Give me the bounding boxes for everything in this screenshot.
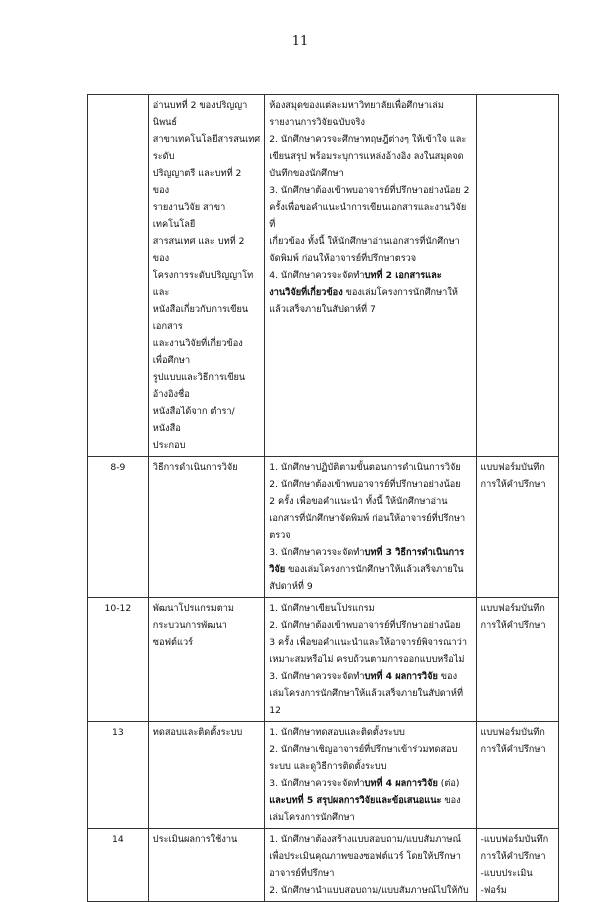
table-row — [88, 722, 559, 829]
activity-text: ของ — [441, 795, 461, 806]
activity-bold-text: บทที่ 2 เอกสารและ — [364, 270, 442, 281]
activity-line — [269, 724, 471, 741]
activity-bold-text: บทที่ 3 วิธีการดำเนินการ — [364, 547, 465, 558]
table-row — [88, 457, 559, 598]
activity-line — [269, 97, 471, 114]
activity-cell — [265, 598, 476, 722]
evaluation-line: แบบฟอร์มบันทึก — [480, 727, 545, 738]
activity-text: รายงานการวิจัยฉบับจริง — [269, 117, 365, 128]
activity-line — [269, 459, 471, 476]
course-plan-body — [88, 95, 559, 902]
activity-text: 3. นักศึกษาต้องเข้าพบอาจารย์ที่ปรึกษาอย่างน้อย 2 — [269, 185, 470, 196]
topic-cell — [148, 598, 264, 722]
activity-line — [269, 199, 471, 233]
topic-line: สาขาเทคโนโลยีสารสนเทศ ระดับ — [152, 134, 261, 162]
evaluation-cell — [476, 95, 558, 457]
page-number: 11 — [291, 34, 309, 49]
activity-text: 2. นักศึกษาควรจะศึกษาทฤษฎีต่างๆ ให้เข้าใจ และ — [269, 134, 467, 145]
activity-line — [269, 544, 471, 561]
activity-text: 2. นักศึกษาต้องเข้าพบอาจารย์ที่ปรึกษาอย่างน้อย — [269, 620, 461, 631]
activity-cell — [265, 722, 476, 829]
table-row — [88, 829, 559, 902]
topic-line: ประกอบ — [152, 440, 186, 451]
topic-line: หนังสือเกี่ยวกับการเขียนเอกสาร — [152, 304, 249, 332]
activity-line — [269, 758, 471, 775]
activity-line — [269, 882, 471, 899]
activity-line — [269, 865, 471, 882]
activity-bold-text: และบทที่ 5 สรุปผลการวิจัยและข้อเสนอแนะ — [269, 795, 442, 806]
topic-line: รูปแบบและวิธีการเขียนอ้างอิงชื่อ — [152, 372, 246, 400]
activity-cell — [265, 95, 476, 457]
topic-line: ประเมินผลการใช้งาน — [152, 834, 238, 845]
evaluation-line: การให้คำปรึกษา — [480, 744, 546, 755]
activity-text: 2 ครั้ง เพื่อขอคำแนะนำ ทั้งนี้ ให้นักศึกษาอ่าน — [269, 496, 448, 507]
activity-text: 1. นักศึกษาปฏิบัติตามขั้นตอนการดำเนินการวิจัย — [269, 462, 461, 473]
activity-text: 1. นักศึกษาเขียนโปรแกรม — [269, 603, 375, 614]
activity-text: ของเล่มโครงการนักศึกษาให้ — [342, 287, 458, 298]
activity-line — [269, 267, 471, 284]
week-number: 13 — [112, 727, 124, 738]
activity-text: แล้วเสร็จภายในสัปดาห์ที่ 7 — [269, 304, 376, 315]
activity-line — [269, 561, 471, 578]
activity-text: 4. นักศึกษาควรจะจัดทำ — [269, 270, 365, 281]
table-row — [88, 95, 559, 457]
week-cell — [88, 457, 149, 598]
activity-line — [269, 600, 471, 617]
activity-text: ของเล่มโครงการนักศึกษาให้แล้วเสร็จภายใน — [285, 564, 464, 575]
activity-text: 12 — [269, 705, 281, 716]
activity-bold-text: วิจัย — [269, 564, 286, 575]
activity-text: 2. นักศึกษานำแบบสอบถาม/แบบสัมภาษณ์ไปให้กับ — [269, 885, 469, 896]
activity-line — [269, 493, 471, 510]
course-plan-table — [87, 94, 559, 902]
activity-line — [269, 114, 471, 131]
topic-line: และงานวิจัยที่เกี่ยวข้อง เพื่อศึกษา — [152, 338, 243, 366]
activity-line — [269, 651, 471, 668]
activity-line — [269, 685, 471, 702]
evaluation-line: -ฟอร์ม — [480, 885, 507, 896]
activity-text: 1. นักศึกษาต้องสร้างแบบสอบถาม/แบบสัมภาษณ์ — [269, 834, 462, 845]
evaluation-cell — [476, 722, 558, 829]
evaluation-line: การให้คำปรึกษา — [480, 479, 546, 490]
activity-cell — [265, 829, 476, 902]
evaluation-line: การให้คำปรึกษา — [480, 851, 546, 862]
activity-line — [269, 668, 471, 685]
activity-text: ครั้งเพื่อขอคำแนะนำการเขียนเอกสารและงานวิจัยที่ — [269, 202, 467, 230]
activity-text: เอกสารที่นักศึกษาจัดพิมพ์ ก่อนให้อาจารย์ที่ปรึกษา — [269, 513, 466, 524]
evaluation-line: แบบฟอร์มบันทึก — [480, 603, 545, 614]
activity-text: ของ — [437, 671, 458, 682]
week-cell — [88, 829, 149, 902]
activity-line — [269, 617, 471, 634]
week-cell — [88, 598, 149, 722]
activity-text: เกี่ยวข้อง ทั้งนี้ ให้นักศึกษาอ่านเอกสารที่นักศึกษา — [269, 236, 460, 247]
topic-line: อ่านบทที่ 2 ของปริญญานิพนธ์ — [152, 100, 248, 128]
activity-line — [269, 831, 471, 848]
activity-line — [269, 578, 471, 595]
topic-cell — [148, 95, 264, 457]
week-cell — [88, 722, 149, 829]
topic-line: โครงการระดับปริญญาโท และ — [152, 270, 254, 298]
activity-line — [269, 301, 471, 318]
activity-text: 3. นักศึกษาควรจะจัดทำ — [269, 547, 365, 558]
activity-line — [269, 848, 471, 865]
table-row — [88, 598, 559, 722]
activity-line — [269, 792, 471, 809]
activity-text: สัปดาห์ที่ 9 — [269, 581, 313, 592]
topic-line: วิธีการดำเนินการวิจัย — [152, 462, 238, 473]
evaluation-cell — [476, 457, 558, 598]
activity-text: อาจารย์ที่ปรึกษา — [269, 868, 335, 879]
activity-cell — [265, 457, 476, 598]
activity-text: จัดพิมพ์ ก่อนให้อาจารย์ที่ปรึกษาตรวจ — [269, 253, 417, 264]
activity-line — [269, 148, 471, 165]
activity-text: ระบบ และดูวิธีการติดตั้งระบบ — [269, 761, 387, 772]
activity-line — [269, 634, 471, 651]
activity-bold-text: บทที่ 4 ผลการวิจัย — [364, 778, 438, 789]
activity-text: บันทึกของนักศึกษา — [269, 168, 344, 179]
activity-text: 3. นักศึกษาควรจะจัดทำ — [269, 671, 365, 682]
week-number: 8-9 — [110, 462, 126, 473]
activity-line — [269, 476, 471, 493]
activity-text: 1. นักศึกษาทดสอบและติดตั้งระบบ — [269, 727, 405, 738]
topic-line: หนังสือได้จาก ตำรา/หนังสือ — [152, 406, 235, 434]
topic-cell — [148, 722, 264, 829]
activity-text: 3 ครั้ง เพื่อขอคำแนะนำและให้อาจารย์พิจารณาว่า — [269, 637, 467, 648]
week-cell — [88, 95, 149, 457]
topic-line: สารสนเทศ และ บทที่ 2 ของ — [152, 236, 245, 264]
week-number: 10-12 — [104, 603, 132, 614]
activity-text: เหมาะสมหรือไม่ ครบถ้วนตามการออกแบบหรือไม่ — [269, 654, 465, 665]
activity-text: เล่มโครงการนักศึกษา — [269, 812, 355, 823]
activity-line — [269, 775, 471, 792]
activity-line — [269, 527, 471, 544]
activity-line — [269, 809, 471, 826]
week-number: 14 — [112, 834, 124, 845]
activity-bold-text: งานวิจัยที่เกี่ยวข้อง — [269, 287, 343, 298]
activity-bold-text: บทที่ 4 ผลการวิจัย — [364, 671, 438, 682]
evaluation-cell — [476, 829, 558, 902]
activity-text: (ต่อ) — [437, 778, 460, 789]
activity-line — [269, 702, 471, 719]
activity-text: 3. นักศึกษาควรจะจัดทำ — [269, 778, 365, 789]
evaluation-line: แบบฟอร์มบันทึก — [480, 462, 545, 473]
activity-text: เขียนสรุป พร้อมระบุการแหล่งอ้างอิง ลงในสมุดจด — [269, 151, 464, 162]
topic-line: กระบวนการพัฒนา — [152, 620, 227, 631]
topic-line: ซอฟต์แวร์ — [152, 637, 194, 648]
activity-text: 2. นักศึกษาเชิญอาจารย์ที่ปรึกษาเข้าร่วมทดสอบ — [269, 744, 458, 755]
activity-line — [269, 250, 471, 267]
topic-cell — [148, 457, 264, 598]
topic-line: พัฒนาโปรแกรมตาม — [152, 603, 234, 614]
topic-line: รายงานวิจัย สาขาเทคโนโลยี — [152, 202, 226, 230]
activity-line — [269, 182, 471, 199]
topic-cell — [148, 829, 264, 902]
evaluation-line: -แบบประเมิน — [480, 868, 533, 879]
evaluation-line: การให้คำปรึกษา — [480, 620, 546, 631]
activity-line — [269, 741, 471, 758]
activity-line — [269, 131, 471, 148]
activity-text: ห้องสมุดของแต่ละมหาวิทยาลัยเพื่อศึกษาเล่ม — [269, 100, 444, 111]
activity-line — [269, 165, 471, 182]
activity-text: เพื่อประเมินคุณภาพของซอฟต์แวร์ โดยให้ปรึกษา — [269, 851, 461, 862]
activity-line — [269, 510, 471, 527]
evaluation-cell — [476, 598, 558, 722]
activity-text: เล่มโครงการนักศึกษาให้แล้วเสร็จภายในสัปดาห์ที่ — [269, 688, 464, 699]
activity-line — [269, 233, 471, 250]
topic-line: ทดสอบและติดตั้งระบบ — [152, 727, 243, 738]
evaluation-line: -แบบฟอร์มบันทึก — [480, 834, 549, 845]
activity-text: ตรวจ — [269, 530, 291, 541]
activity-text: 2. นักศึกษาต้องเข้าพบอาจารย์ที่ปรึกษาอย่างน้อย — [269, 479, 461, 490]
topic-line: ปริญญาตรี และบทที่ 2 ของ — [152, 168, 242, 196]
activity-line — [269, 284, 471, 301]
